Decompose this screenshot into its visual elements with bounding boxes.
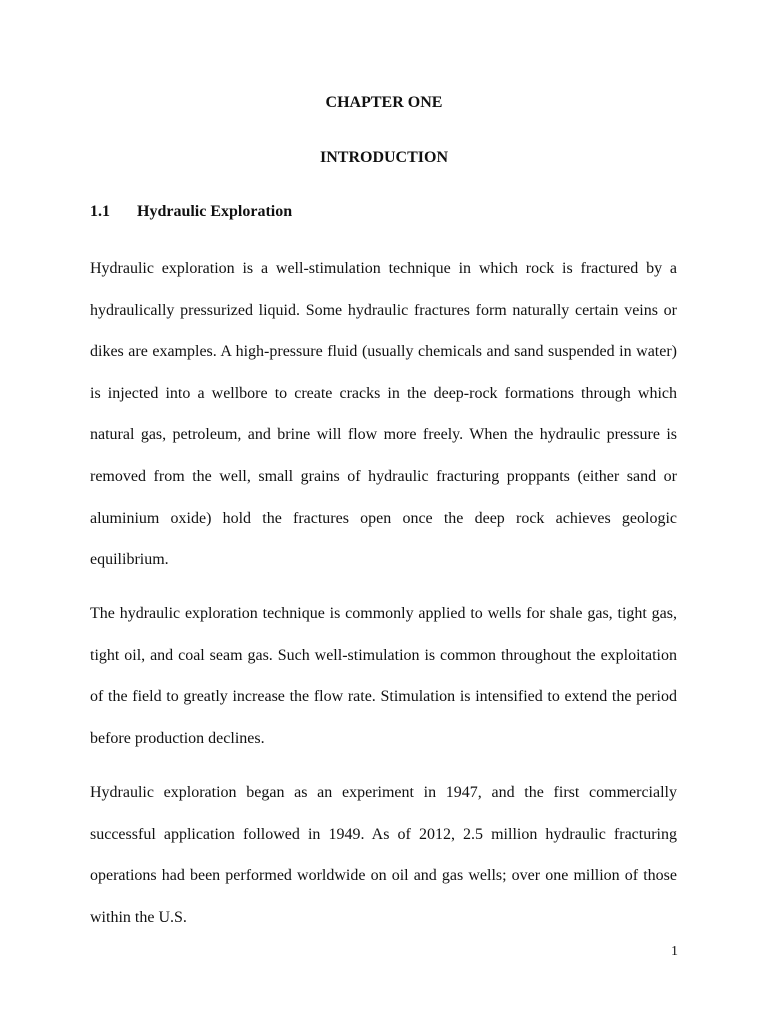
section-title: Hydraulic Exploration <box>137 203 293 220</box>
paragraph-1: Hydraulic exploration is a well-stimulation technique in which rock is fractured by a hydraulically pressurized liquid. Some hydraulic fractures form naturally certain veins or dikes are examples. A high-pressure fluid (usually chemicals and sand suspended in water) is injected into a wellbore to create cracks in the deep-rock formations through which natural gas, petroleum, and brine will flow more freely. When the hydraulic pressure is removed from the well, small grains of hydraulic fracturing proppants (either sand or aluminium oxide) hold the fractures open once the deep rock achieves geologic equilibrium. <box>90 260 677 569</box>
section-heading <box>90 203 292 221</box>
paragraph-2: The hydraulic exploration technique is commonly applied to wells for shale gas, tight gas, tight oil, and coal seam gas. Such well-stimulation is common throughout the exploitation of the field to greatly increase the flow rate. Stimulation is intensified to extend the period before production declines. <box>90 605 677 747</box>
paragraph-3: Hydraulic exploration began as an experiment in 1947, and the first commercially successful application followed in 1949. As of 2012, 2.5 million hydraulic fracturing operations had been performed worldwide on oil and gas wells; over one million of those within the U.S. <box>90 784 677 926</box>
chapter-subtitle: INTRODUCTION <box>319 149 448 166</box>
page-number: 1 <box>671 944 678 959</box>
chapter-title: CHAPTER ONE <box>325 94 443 111</box>
section-number: 1.1 <box>90 203 110 220</box>
